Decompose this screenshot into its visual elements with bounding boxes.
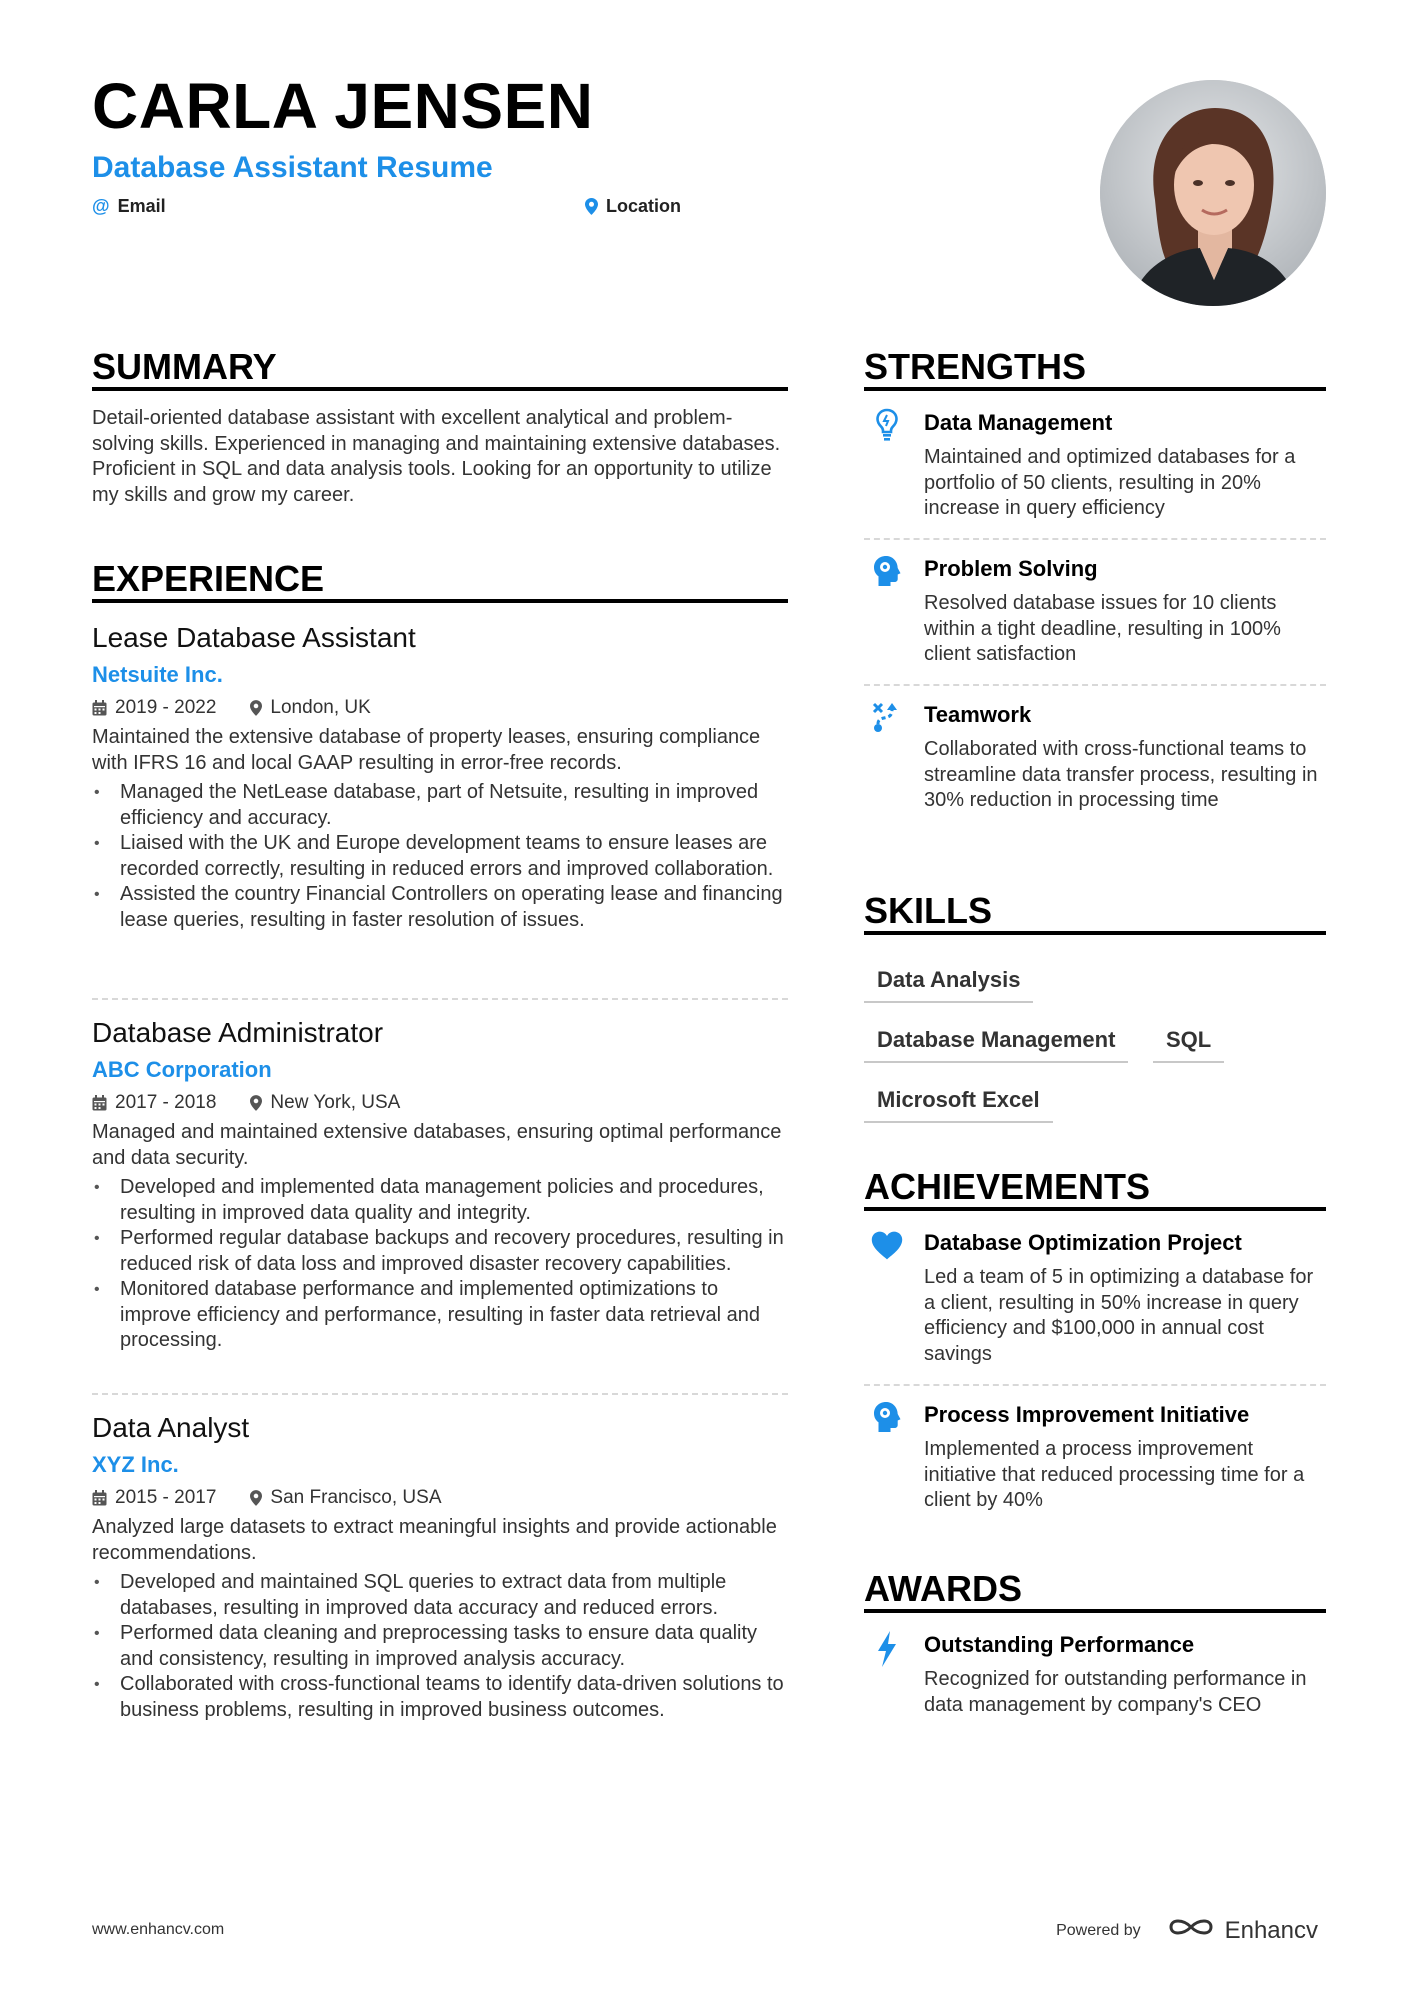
map-pin-icon [585, 198, 598, 215]
job-bullet: • Managed the NetLease database, part of Netsuite, resulting in improved efficiency and accuracy. [92, 780, 788, 831]
skill-tag: Data Analysis [864, 969, 1033, 1003]
job-bullet: • Developed and implemented data management policies and procedures, resulting in improved data quality and integrity. [92, 1175, 788, 1226]
footer-branding [1056, 1914, 1318, 1947]
achievement-description: Implemented a process improvement initiative that reduced processing time for a client by 40% [924, 1438, 1305, 1511]
job-meta [92, 698, 788, 717]
enhancv-logo-icon [1167, 1914, 1215, 1947]
job-bullet: • Developed and maintained SQL queries to extract data from multiple databases, resulting in improved data accuracy and reduced errors. [92, 1570, 788, 1621]
job-meta [92, 1093, 788, 1112]
awards-heading: AWARDS [864, 1568, 1023, 1609]
job-description: Maintained the extensive database of property leases, ensuring compliance with IFRS 16 and local GAAP resulting in error-free records. [92, 726, 761, 774]
job-bullets [92, 780, 788, 933]
strength-title: Data Management [924, 410, 1113, 435]
skills-heading: SKILLS [864, 890, 993, 931]
achievements-heading: ACHIEVEMENTS [864, 1166, 1151, 1207]
company-name[interactable]: XYZ Inc. [92, 1452, 179, 1477]
experience-heading: EXPERIENCE [92, 558, 325, 599]
email-label: Email [117, 196, 166, 216]
lightbulb-icon [870, 408, 904, 442]
location-label: Location [606, 196, 681, 216]
job-location: New York, USA [270, 1092, 401, 1113]
summary-divider [92, 387, 788, 391]
job-location: London, UK [270, 697, 371, 718]
job-description: Analyzed large datasets to extract meaningful insights and provide actionable recommendations. [92, 1516, 777, 1564]
job-bullet: • Performed regular database backups and recovery procedures, resulting in reduced risk of data loss and improved disaster recovery capabilities. [92, 1226, 788, 1277]
brand-name: Enhancv [1224, 1916, 1318, 1944]
summary-heading: SUMMARY [92, 346, 277, 387]
company-name[interactable]: Netsuite Inc. [92, 662, 223, 687]
strength-item [864, 554, 1326, 668]
strength-item [864, 408, 1326, 522]
calendar-icon [92, 1490, 107, 1506]
job-dates: 2017 - 2018 [115, 1092, 217, 1113]
candidate-name: CARLA JENSEN [92, 70, 594, 142]
experience-entry [92, 1019, 788, 1354]
powered-by-label: Powered by [1056, 1921, 1141, 1939]
experience-entry [92, 624, 788, 933]
company-name[interactable]: ABC Corporation [92, 1057, 272, 1082]
brand-logo[interactable] [1167, 1914, 1318, 1947]
skill-tag: Database Management [864, 1029, 1128, 1063]
strength-title: Problem Solving [924, 556, 1098, 581]
contact-location [585, 196, 681, 217]
job-dates: 2019 - 2022 [115, 697, 217, 718]
calendar-icon [92, 1095, 107, 1111]
achievement-title: Database Optimization Project [924, 1230, 1242, 1255]
item-separator [864, 684, 1326, 686]
entry-separator [92, 1393, 788, 1395]
achievement-description: Led a team of 5 in optimizing a database for a client, resulting in 50% increase in query efficiency and $100,000 in annual cost savings [924, 1266, 1314, 1365]
strengths-heading: STRENGTHS [864, 346, 1087, 387]
achievement-title: Process Improvement Initiative [924, 1402, 1250, 1427]
map-pin-icon [250, 1490, 262, 1506]
strength-description: Maintained and optimized databases for a portfolio of 50 clients, resulting in 20% increase in query efficiency [924, 446, 1296, 519]
job-meta [92, 1488, 788, 1507]
strengths-divider [864, 387, 1326, 391]
item-separator [864, 1384, 1326, 1386]
job-bullets [92, 1570, 788, 1723]
award-title: Outstanding Performance [924, 1632, 1195, 1657]
achievements-divider [864, 1207, 1326, 1211]
award-description: Recognized for outstanding performance in data management by company's CEO [924, 1668, 1307, 1716]
footer-website[interactable]: www.enhancv.com [92, 1921, 225, 1938]
achievement-item [864, 1228, 1326, 1367]
item-separator [864, 538, 1326, 540]
strength-title: Teamwork [924, 702, 1032, 727]
summary-text: Detail-oriented database assistant with excellent analytical and problem-solving skills. Experienced in managing and maintaining extensive databases. Proficient in SQL and data analysis tools. Looking for an opportunity to utilize my skills and grow my career. [92, 407, 781, 506]
route-icon [870, 700, 904, 734]
job-title: Data Analyst [92, 1412, 250, 1443]
map-pin-icon [250, 700, 262, 716]
job-bullet: • Performed data cleaning and preprocessing tasks to ensure data quality and consistency, resulting in improved analysis accuracy. [92, 1621, 788, 1672]
head-icon [870, 1400, 904, 1434]
skill-tag: SQL [1153, 1029, 1224, 1063]
skill-tag: Microsoft Excel [864, 1089, 1053, 1123]
award-item [864, 1630, 1326, 1718]
job-bullet: • Liaised with the UK and Europe development teams to ensure leases are recorded correctly, resulting in reduced errors and improved collaboration. [92, 831, 788, 882]
map-pin-icon [250, 1095, 262, 1111]
contact-email[interactable] [92, 196, 166, 217]
calendar-icon [92, 700, 107, 716]
experience-entry [92, 1414, 788, 1723]
job-bullets [92, 1175, 788, 1354]
strength-item [864, 700, 1326, 814]
avatar [1100, 80, 1326, 306]
entry-separator [92, 998, 788, 1000]
job-location: San Francisco, USA [270, 1487, 442, 1508]
strength-description: Collaborated with cross-functional teams to streamline data transfer process, resulting in 30% reduction in processing time [924, 738, 1318, 811]
heart-icon [870, 1228, 904, 1262]
head-icon [870, 554, 904, 588]
achievement-item [864, 1400, 1326, 1514]
job-dates: 2015 - 2017 [115, 1487, 217, 1508]
job-bullet: • Assisted the country Financial Controllers on operating lease and financing lease queries, resulting in faster resolution of issues. [92, 882, 788, 933]
bolt-icon [870, 1630, 904, 1664]
job-description: Managed and maintained extensive databases, ensuring optimal performance and data security. [92, 1121, 782, 1169]
job-bullet: • Monitored database performance and implemented optimizations to improve efficiency and performance, resulting in faster data retrieval and processing. [92, 1277, 788, 1354]
awards-divider [864, 1609, 1326, 1613]
at-icon: @ [92, 196, 110, 216]
experience-divider [92, 599, 788, 603]
job-bullet: • Collaborated with cross-functional teams to identify data-driven solutions to business problems, resulting in improved business outcomes. [92, 1672, 788, 1723]
resume-subtitle: Database Assistant Resume [92, 151, 493, 184]
strength-description: Resolved database issues for 10 clients within a tight deadline, resulting in 100% client satisfaction [924, 592, 1281, 665]
skills-divider [864, 931, 1326, 935]
job-title: Lease Database Assistant [92, 622, 416, 653]
job-title: Database Administrator [92, 1017, 384, 1048]
